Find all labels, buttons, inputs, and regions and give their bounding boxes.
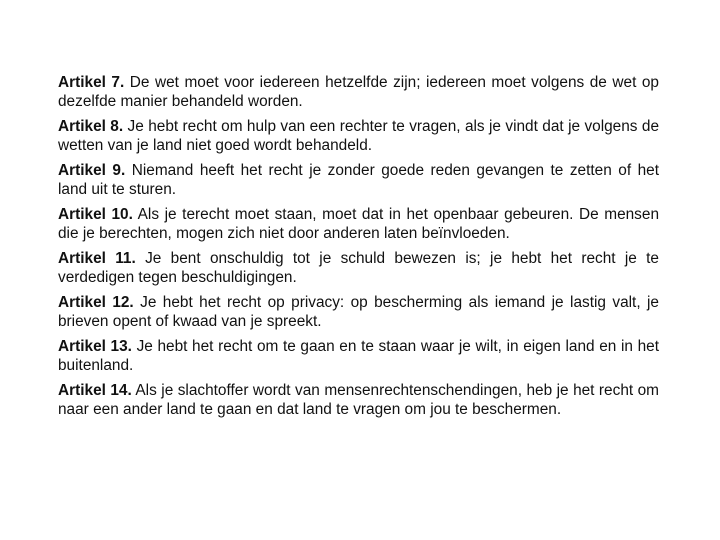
- article-text: Je hebt recht om hulp van een rechter te vragen, als je vindt dat je volgens de wetten van je land niet goed wordt behandeld.: [58, 118, 660, 154]
- article-text: Als je terecht moet staan, moet dat in het openbaar gebeuren. De mensen die je berechten, mogen zich niet door anderen laten beïnvloeden.: [58, 206, 660, 242]
- article-text: Je hebt het recht op privacy: op bescherming als iemand je lastig valt, je brieven opent of kwaad van je spreekt.: [58, 294, 659, 330]
- article-text: Als je slachtoffer wordt van mensenrechtenschendingen, heb je het recht om naar een ander land te gaan en dat land te vragen om jou te beschermen.: [58, 382, 660, 418]
- article-text: Niemand heeft het recht je zonder goede reden gevangen te zetten of het land uit te sturen.: [58, 162, 660, 198]
- article-text: Je hebt het recht om te gaan en te staan waar je wilt, in eigen land en in het buitenland.: [58, 338, 659, 374]
- article-14: [58, 381, 659, 419]
- article-10: [58, 205, 659, 243]
- article-label: Artikel 14.: [58, 382, 132, 399]
- article-label: Artikel 10.: [58, 206, 133, 223]
- article-13: [58, 337, 659, 375]
- article-12: [58, 293, 659, 331]
- article-label: Artikel 9.: [58, 162, 126, 179]
- article-label: Artikel 12.: [58, 294, 134, 311]
- article-label: Artikel 7.: [58, 74, 125, 91]
- article-11: [58, 249, 659, 287]
- article-text: Je bent onschuldig tot je schuld bewezen is; je hebt het recht je te verdedigen tegen beschuldigingen.: [58, 250, 659, 286]
- article-label: Artikel 11.: [58, 250, 136, 267]
- article-label: Artikel 13.: [58, 338, 132, 355]
- article-8: [58, 117, 659, 155]
- article-9: [58, 161, 659, 199]
- article-text: De wet moet voor iedereen hetzelfde zijn; iedereen moet volgens de wet op dezelfde manier behandeld worden.: [58, 74, 659, 110]
- article-label: Artikel 8.: [58, 118, 124, 135]
- articles-text-block: [58, 73, 659, 425]
- article-7: [58, 73, 659, 111]
